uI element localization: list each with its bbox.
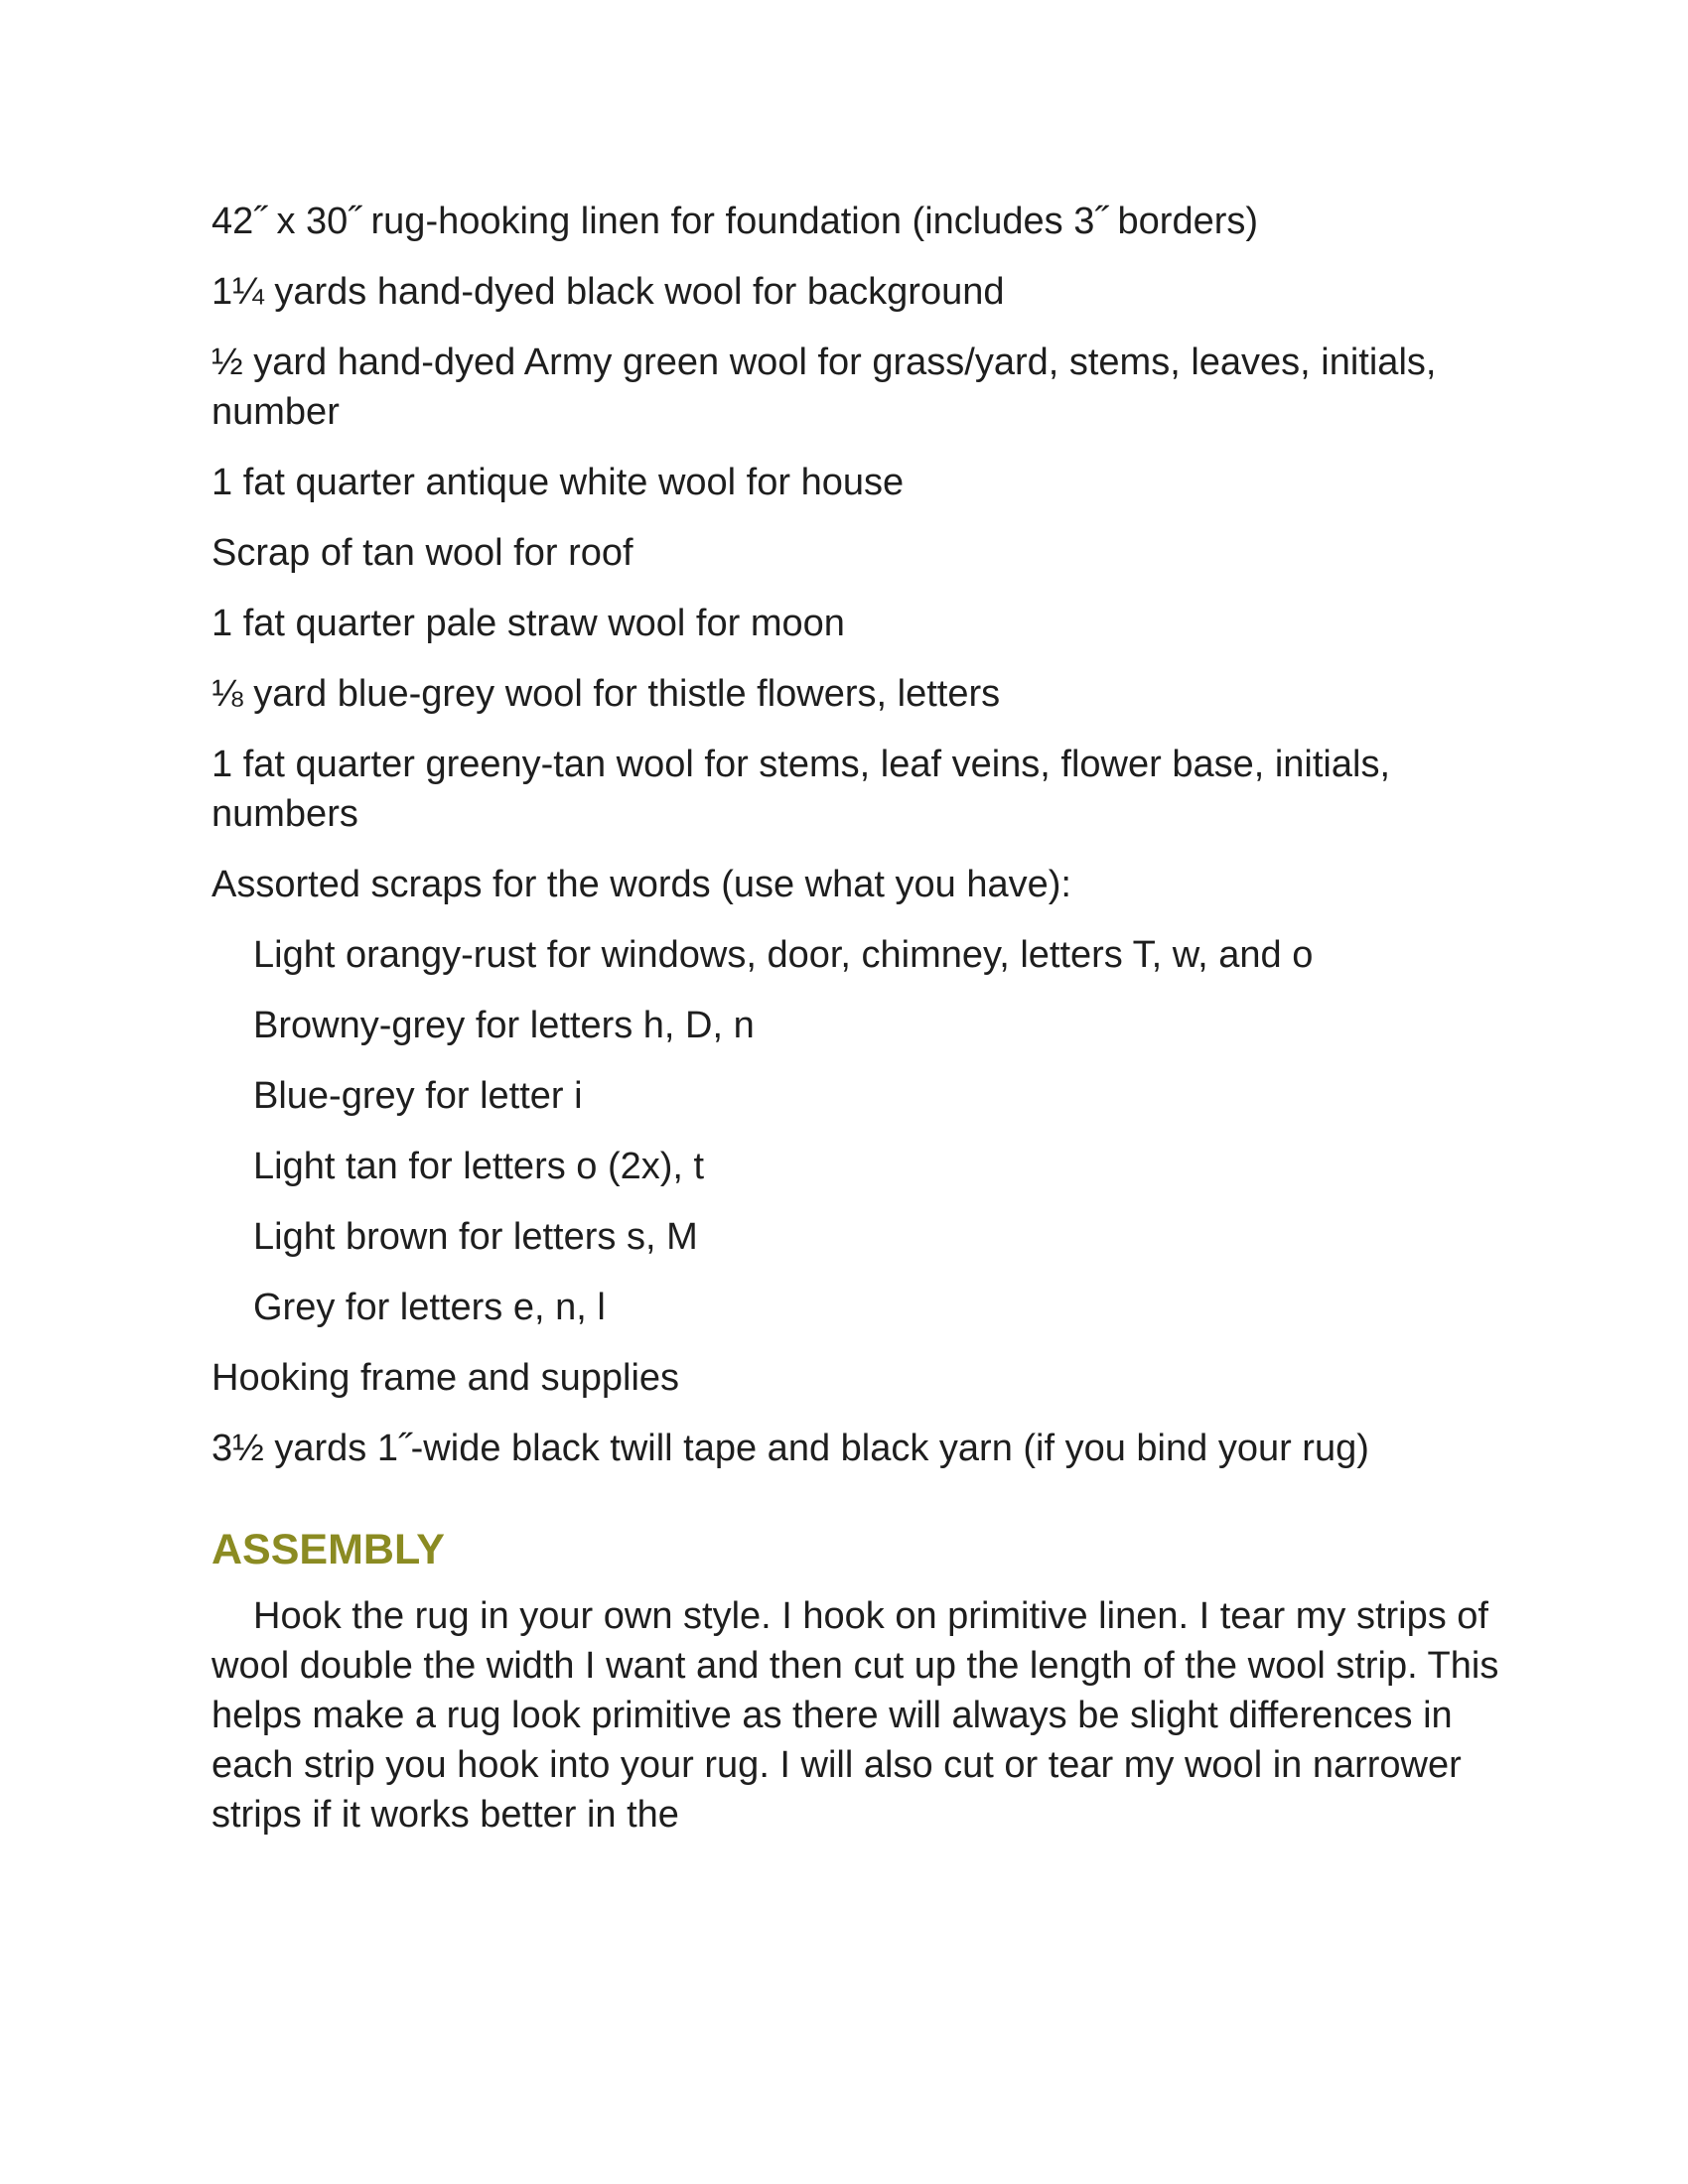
- assembly-heading: ASSEMBLY: [211, 1526, 445, 1573]
- material-item: ½ yard hand-dyed Army green wool for grass/yard, stems, leaves, initials, number: [211, 341, 1437, 433]
- material-item: Scrap of tan wool for roof: [211, 532, 633, 574]
- material-item: Hooking frame and supplies: [211, 1357, 680, 1399]
- material-item: Assorted scraps for the words (use what you have):: [211, 864, 1071, 905]
- material-subitem: Light tan for letters o (2x), t: [253, 1146, 705, 1187]
- material-subitem: Light orangy-rust for windows, door, chimney, letters T, w, and o: [253, 934, 1314, 976]
- material-subitem: Browny-grey for letters h, D, n: [253, 1005, 755, 1046]
- material-item: 1 fat quarter greeny-tan wool for stems, leaf veins, flower base, initials, numbers: [211, 744, 1390, 835]
- assembly-paragraph: Hook the rug in your own style. I hook on primitive linen. I tear my strips of wool double the width I want and then cut up the length of the wool strip. This helps make a rug look primitive as there will always be slight differences in each strip you hook into your rug. I will also cut or tear my wool in narrower strips if it works better in the: [211, 1595, 1499, 1836]
- material-subitem: Blue-grey for letter i: [253, 1075, 583, 1117]
- material-item: 1 fat quarter antique white wool for house: [211, 462, 905, 503]
- document-page: [211, 197, 1502, 1840]
- material-item: 42˝ x 30˝ rug-hooking linen for foundation (includes 3˝ borders): [211, 201, 1259, 242]
- material-subitem: Light brown for letters s, M: [253, 1216, 698, 1258]
- material-item: 3½ yards 1˝-wide black twill tape and black yarn (if you bind your rug): [211, 1428, 1369, 1469]
- material-subitem: Grey for letters e, n, l: [253, 1287, 606, 1328]
- material-item: 1¼ yards hand-dyed black wool for background: [211, 271, 1005, 313]
- material-item: ⅛ yard blue-grey wool for thistle flowers, letters: [211, 673, 1001, 715]
- materials-list: [211, 197, 1502, 1473]
- material-item: 1 fat quarter pale straw wool for moon: [211, 603, 845, 644]
